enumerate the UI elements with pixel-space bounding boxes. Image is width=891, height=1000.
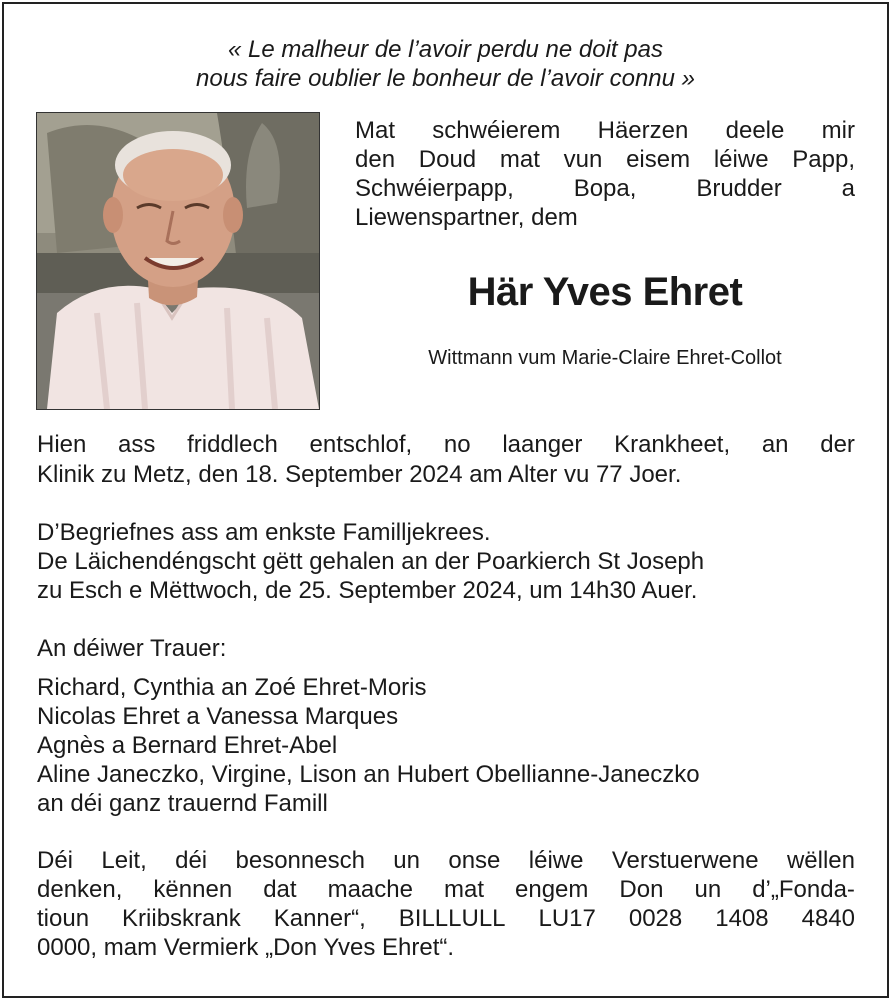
word: Don xyxy=(619,876,664,903)
word: eisem xyxy=(626,146,691,173)
word: léiwe xyxy=(528,847,584,874)
word: Kriibskrank xyxy=(122,905,241,932)
word: ass xyxy=(118,431,156,458)
word: maache xyxy=(327,876,413,903)
word: Bopa, xyxy=(573,175,637,202)
word: schwéierem xyxy=(432,117,561,144)
portrait-photo xyxy=(36,112,320,410)
word: Krankheet, xyxy=(614,431,731,458)
word: déi xyxy=(175,847,208,874)
word: Kanner“, xyxy=(273,905,366,932)
word: laanger xyxy=(502,431,583,458)
word: mat xyxy=(499,146,540,173)
word: un xyxy=(393,847,420,874)
word: den xyxy=(355,146,396,173)
widower-of: Wittmann vum Marie-Claire Ehret-Collot xyxy=(428,347,782,369)
word: engem xyxy=(515,876,589,903)
word: entschlof, xyxy=(309,431,413,458)
word: denken, xyxy=(37,876,123,903)
word: LU17 xyxy=(538,905,596,932)
death-line-1 xyxy=(37,430,855,460)
word: un xyxy=(694,876,722,903)
word: Mat xyxy=(355,117,396,144)
word: Schwéierpapp, xyxy=(355,175,514,202)
word: Hien xyxy=(37,431,87,458)
mourners-heading: An déiwer Trauer: xyxy=(37,635,227,662)
donation-line-2 xyxy=(37,875,855,905)
word: 0028 xyxy=(628,905,683,932)
word: d’„Fonda- xyxy=(752,876,855,903)
word: Papp, xyxy=(792,146,855,173)
word: léiwe xyxy=(713,146,769,173)
intro-line-3 xyxy=(355,174,855,204)
word: Brudder xyxy=(696,175,782,202)
word: tioun xyxy=(37,905,90,932)
quote-line-2: nous faire oublier le bonheur de l’avoir connu » xyxy=(196,65,695,92)
funeral-line-1: D’Begriefnes ass am enkste Familljekrees. xyxy=(37,519,491,546)
word: mat xyxy=(443,876,484,903)
word: Verstuerwene xyxy=(611,847,759,874)
mourner-name: Richard, Cynthia an Zoé Ehret-Moris xyxy=(37,674,427,701)
intro-line-1 xyxy=(355,116,855,146)
word: mir xyxy=(821,117,855,144)
word: BILLLULL xyxy=(398,905,506,932)
word: friddlech xyxy=(187,431,278,458)
word: deele xyxy=(725,117,785,144)
intro-line-2 xyxy=(355,145,855,175)
donation-line-1 xyxy=(37,846,855,876)
funeral-line-3: zu Esch e Mëttwoch, de 25. September 2024, um 14h30 Auer. xyxy=(37,577,698,604)
donation-line-3 xyxy=(37,904,855,934)
word: dat xyxy=(263,876,297,903)
death-line-2: Klinik zu Metz, den 18. September 2024 am Alter vu 77 Joer. xyxy=(37,461,682,488)
word: an xyxy=(761,431,789,458)
word: Häerzen xyxy=(597,117,689,144)
word: 1408 xyxy=(715,905,769,932)
mourner-name: an déi ganz trauernd Famill xyxy=(37,790,328,817)
deceased-name: Här Yves Ehret xyxy=(467,270,743,314)
word: onse xyxy=(448,847,501,874)
donation-line-4: 0000, mam Vermierk „Don Yves Ehret“. xyxy=(37,934,455,961)
word: Déi xyxy=(37,847,74,874)
mourner-name: Nicolas Ehret a Vanessa Marques xyxy=(37,703,399,730)
word: no xyxy=(443,431,471,458)
word: der xyxy=(820,431,855,458)
word: kënnen xyxy=(153,876,233,903)
word: vun xyxy=(563,146,603,173)
word: a xyxy=(841,175,855,202)
mourner-name: Aline Janeczko, Virgine, Lison an Hubert Obellianne-Janeczko xyxy=(37,761,700,788)
word: Leit, xyxy=(101,847,147,874)
mourner-name: Agnès a Bernard Ehret-Abel xyxy=(37,732,338,759)
word: Doud xyxy=(418,146,477,173)
funeral-line-2: De Läichendéngscht gëtt gehalen an der Poarkierch St Joseph xyxy=(37,548,705,575)
word: 4840 xyxy=(801,905,855,932)
word: wëllen xyxy=(786,847,855,874)
word: besonnesch xyxy=(235,847,365,874)
intro-line-4: Liewenspartner, dem xyxy=(355,204,578,231)
quote-line-1: « Le malheur de l’avoir perdu ne doit pas xyxy=(228,36,663,63)
